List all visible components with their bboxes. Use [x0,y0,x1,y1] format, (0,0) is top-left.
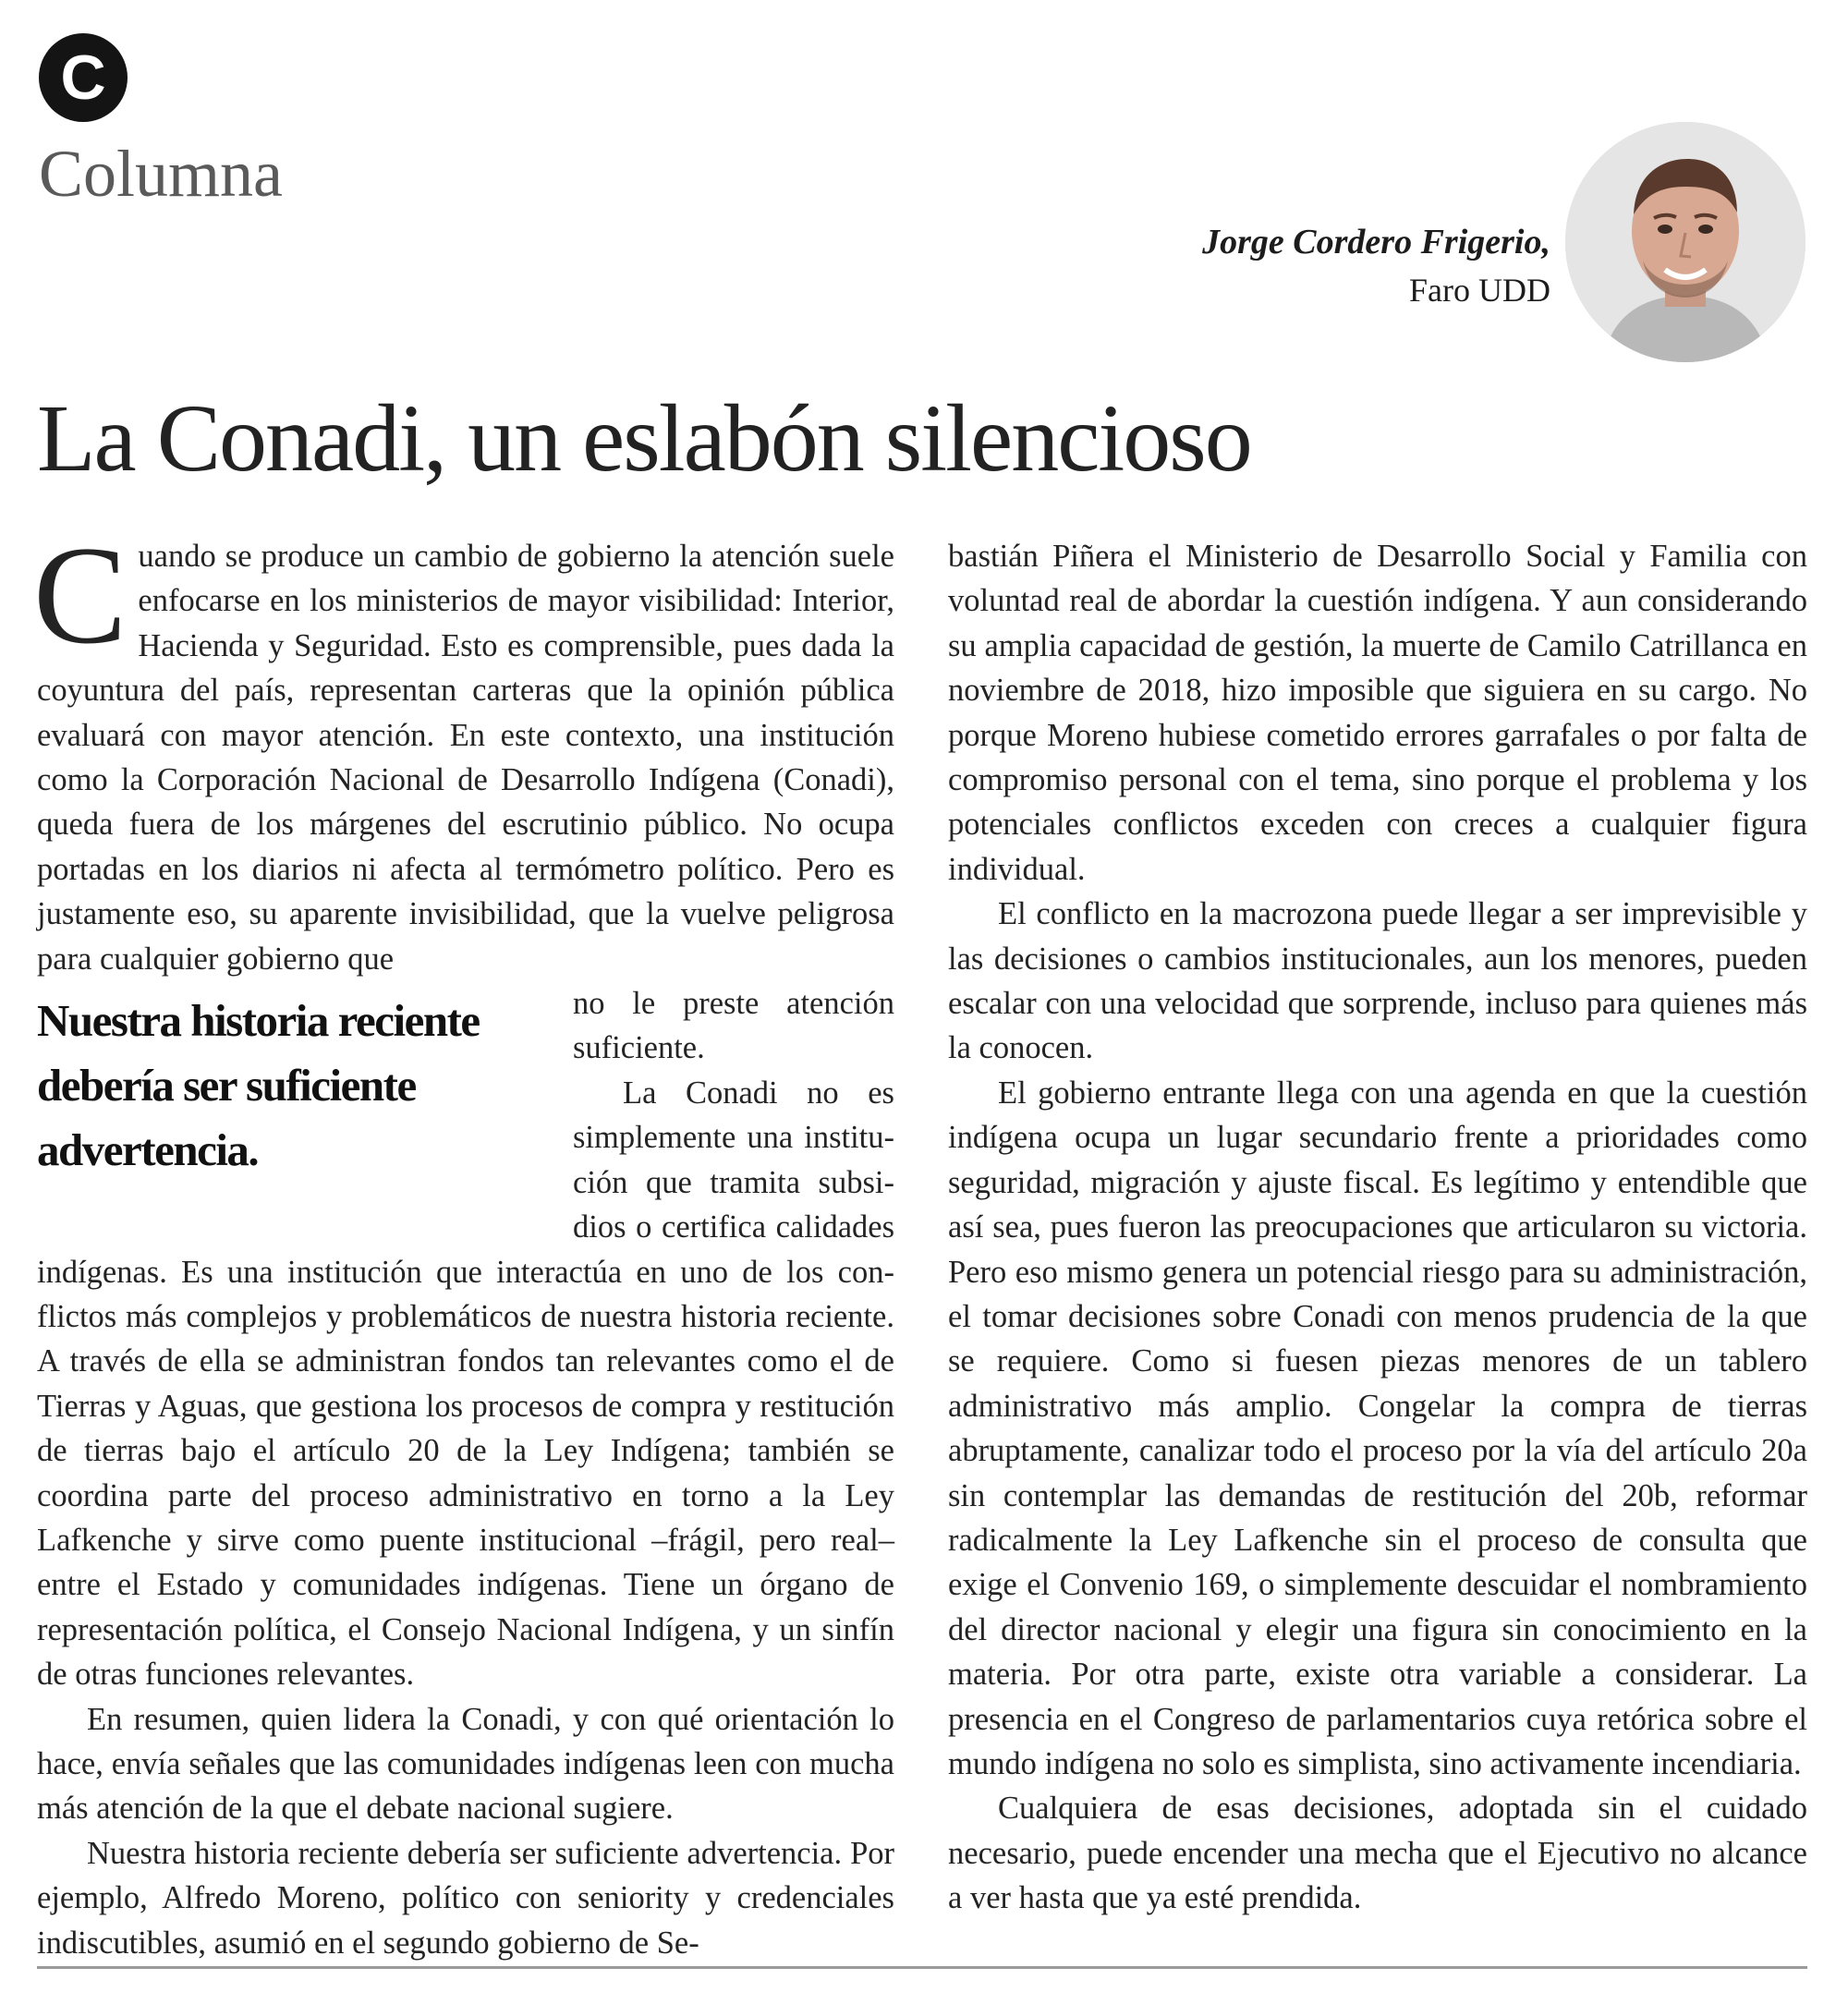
article-paragraph: Nuestra historia reciente debería ser suficiente advertencia. Por ejemplo, Alfredo Moreno, político con seniority y credenciales indiscutibles, asumió en el segundo gobierno de Se- [37,1835,894,1961]
paragraph-text: uando se produce un cambio de gobierno la atención suele enfocarse en los ministerios de mayor visibilidad: Interior, Hacienda y Seguridad. Esto es comprensible, pues dada la coyuntura del país, representan carteras que la opinión pública evaluará con mayor atención. En este contexto, una institución como la Corporación Nacional de Desarrollo Indígena (Conadi), queda fuera de los márgenes del escrutinio público. No ocupa portadas en los diarios ni afecta al termómetro político. Pero es justamente eso, su aparente invisibilidad, que la vuelve peligrosa para cualquier gobierno que [37,539,894,977]
article-column-right [948,534,1807,1921]
bottom-divider [37,1966,1807,1969]
article-paragraph: no le preste atención suficiente. [573,986,894,1066]
author-portrait-icon [1565,122,1805,362]
pull-quote: Nuestra historia reciente debería ser suficiente advertencia. [37,995,480,1176]
article-paragraph [33,517,894,981]
article-paragraph: El gobierno entrante llega con una agenda en que la cuestión indígena ocupa un lugar secundario frente a prioridades como seguridad, migración y ajuste fiscal. Es legítimo y entendible que así sea, pues fueron las preocupaciones que articularon su victoria. Pero eso mismo genera un potencial riesgo para su administración, el tomar decisiones sobre Conadi con menos prudencia de la que se requiere. Como si fuesen piezas menores de un tablero administrativo más amplio. Congelar la compra de tierras abruptamente, canalizar todo el proceso por la vía del artículo 20a sin contemplar las demandas de restitución del 20b, reformar radicalmente la Ley Lafkenche sin el proceso de consulta que exige el Convenio 169, o simplemente descuidar el nombramiento del director nacional y elegir una figura sin conocimiento en la materia. Por otra parte, existe otra variable a considerar. La presencia en el Congreso de parlamentarios cuya retórica sobre el mundo indígena no solo es simplista, sino activamente incendiaria. [948,1075,1807,1781]
article-paragraph: bastián Piñera el Ministerio de Desarrollo Social y Familia con voluntad real de abordar la cuestión indígena. Y aun considerando su amplia capacidad de gestión, la muerte de Camilo Catrillanca en noviembre de 2018, hizo imposible que siguiera en su cargo. No porque Moreno hubiese cometido errores garrafales o por falta de compromiso personal con el tema, sino porque el problema y los potenciales conflictos exceden con creces a cualquier figura individual. [948,539,1807,887]
byline [1202,218,1550,314]
article-paragraph: En resumen, quien lidera la Conadi, y con qué orientación lo hace, envía señales que las comunidades indígenas leen con mucha más atención de la que el debate nacional sugiere. [37,1701,894,1827]
author-photo [1565,122,1805,362]
headline: La Conadi, un eslabón silencioso [37,385,1251,492]
article-column-left [33,517,894,1965]
article-paragraph: La Conadi no es simplemente una institución que tramita subsidios o certifica calidades indígenas. Es una institución que interactúa en uno de los conflictos más complejos y problemáticos de nuestra historia reciente. A través de ella se administran fondos tan relevantes como el de Tierras y Aguas, que gestiona los procesos de compra y restitución de tierras bajo el artículo 20 de la Ley Indígena; también se coordina parte del proceso administrativo en torno a la Ley Lafkenche y sirve como puente institucional –frágil, pero real– entre el Estado y comunidades indígenas. Tiene un órgano de representación política, el Consejo Nacional Indígena, y un sinfín de otras funciones relevantes. [37,1075,894,1693]
section-badge: C [39,33,128,122]
article-paragraph: El conflicto en la macrozona puede llegar a ser imprevisible y las decisiones o cambios institucionales, aun los menores, pueden escalar con una velocidad que sorprende, incluso para quienes más la conocen. [948,896,1807,1066]
author-name: Jorge Cordero Frigerio, [1202,223,1550,261]
drop-cap: C [33,517,128,673]
author-affiliation: Faro UDD [1409,272,1550,310]
section-label: Columna [39,137,283,211]
article-paragraph: Cualquiera de esas decisiones, adoptada sin el cuidado necesario, puede encender una mecha que el Ejecutivo no alcance a ver hasta que ya esté prendida. [948,1791,1807,1916]
